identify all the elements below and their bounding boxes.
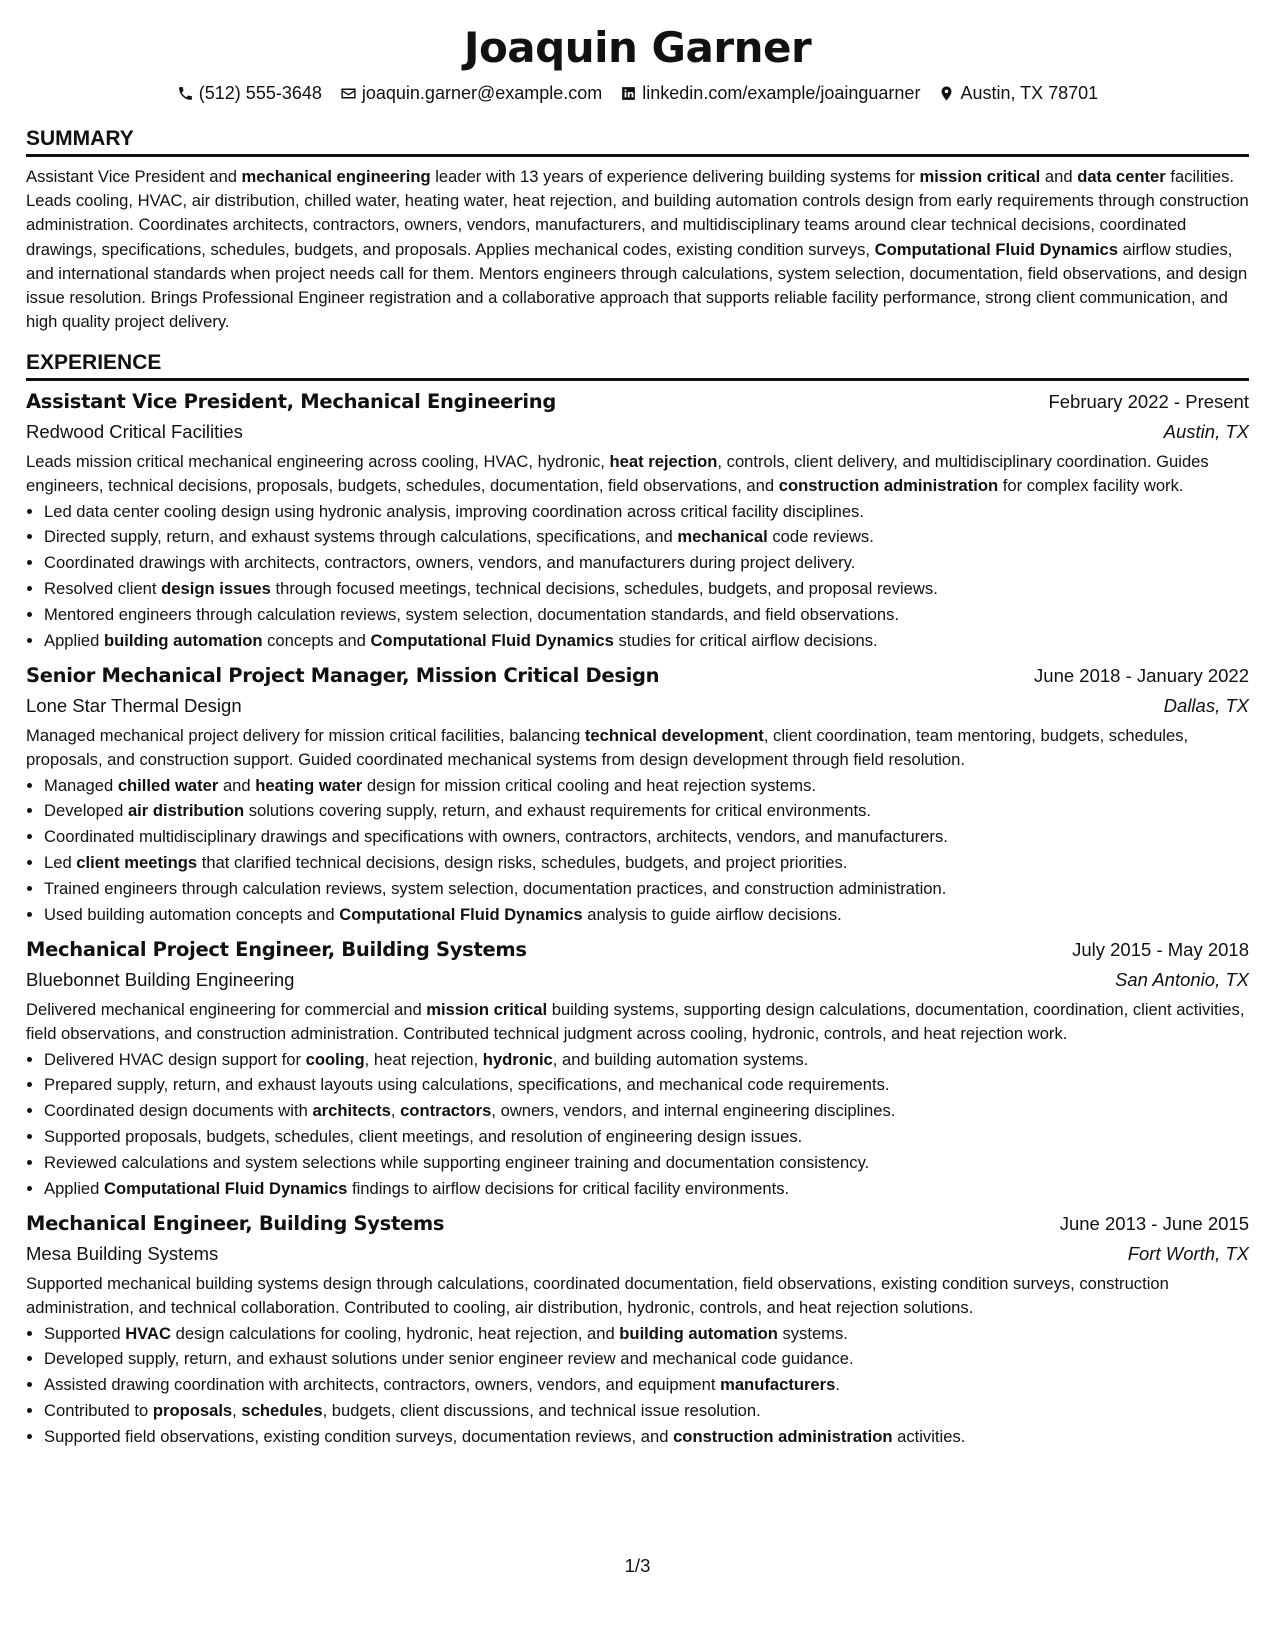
job-header-row <box>26 1209 1249 1239</box>
job-bullet: • Supported field observations, existing condition surveys, documentation reviews, and construction administration activities. <box>44 1424 1249 1450</box>
job-dates: February 2022 - Present <box>1048 391 1249 413</box>
contact-linkedin-text[interactable]: linkedin.com/example/joainguarner <box>642 83 921 103</box>
job-bullet: • Managed chilled water and heating water design for mission critical cooling and heat rejection systems. <box>44 773 1249 799</box>
job-description: Leads mission critical mechanical engineering across cooling, HVAC, hydronic, heat rejection, controls, client delivery, and multidisciplinary coordination. Guides engineers, technical decisions, proposals, budgets, schedules, documentation, field observations, and construction administration for complex facility work. <box>26 452 1209 496</box>
job-bullet: • Applied building automation concepts and Computational Fluid Dynamics studies for critical airflow decisions. <box>44 628 1249 654</box>
job-header-row <box>26 387 1249 417</box>
summary-section <box>26 126 1249 334</box>
page-number: 1/3 <box>624 1555 651 1576</box>
job-bullet: • Contributed to proposals, schedules, budgets, client discussions, and technical issue resolution. <box>44 1398 1249 1424</box>
contact-location-text: Austin, TX 78701 <box>960 83 1099 103</box>
job-title: Assistant Vice President, Mechanical Engineering <box>26 390 556 414</box>
job-entry <box>26 661 1249 927</box>
job-company: Bluebonnet Building Engineering <box>26 969 295 991</box>
job-company-row <box>26 965 1249 995</box>
phone-icon <box>177 85 194 102</box>
job-bullet: • Delivered HVAC design support for cooling, heat rejection, hydronic, and building automation systems. <box>44 1047 1249 1073</box>
candidate-name: Joaquin Garner <box>463 23 812 72</box>
linkedin-icon <box>620 85 637 102</box>
summary-heading: SUMMARY <box>26 126 1249 157</box>
job-bullets <box>26 1047 1249 1202</box>
contact-email[interactable] <box>340 80 602 106</box>
job-bullet: • Supported HVAC design calculations for cooling, hydronic, heat rejection, and building automation systems. <box>44 1321 1249 1347</box>
job-entry <box>26 387 1249 653</box>
job-company-row <box>26 1239 1249 1269</box>
job-entry <box>26 1209 1249 1449</box>
job-description: Supported mechanical building systems design through calculations, coordinated documentation, field observations, existing condition surveys, construction administration, and technical collaboration. Contributed to cooling, air distribution, hydronic, controls, and heat rejection solutions. <box>26 1274 1169 1317</box>
job-location: San Antonio, TX <box>1114 969 1249 991</box>
job-location: Fort Worth, TX <box>1127 1243 1249 1265</box>
job-bullet: • Applied Computational Fluid Dynamics findings to airflow decisions for critical facility environments. <box>44 1176 1249 1202</box>
job-bullet: • Led data center cooling design using hydronic analysis, improving coordination across critical facility disciplines. <box>44 499 1249 525</box>
job-company: Mesa Building Systems <box>26 1243 219 1265</box>
contact-phone <box>177 80 322 106</box>
job-bullet: • Mentored engineers through calculation reviews, system selection, documentation standards, and field observations. <box>44 602 1249 628</box>
job-bullet: • Developed air distribution solutions covering supply, return, and exhaust requirements for critical environments. <box>44 798 1249 824</box>
job-title: Senior Mechanical Project Manager, Mission Critical Design <box>26 664 660 688</box>
job-location: Dallas, TX <box>1163 695 1249 717</box>
job-bullet: • Resolved client design issues through focused meetings, technical decisions, schedules, budgets, and proposal reviews. <box>44 576 1249 602</box>
experience-heading: EXPERIENCE <box>26 350 1249 381</box>
job-title: Mechanical Project Engineer, Building Systems <box>26 938 527 962</box>
contact-location <box>938 80 1098 106</box>
job-description: Managed mechanical project delivery for mission critical facilities, balancing technical development, client coordination, team mentoring, budgets, schedules, proposals, and construction support. Guided coordinated mechanical systems from design development through field resolution. <box>26 726 1189 769</box>
job-list <box>26 387 1249 1449</box>
job-dates: July 2015 - May 2018 <box>1072 939 1249 961</box>
job-dates: June 2018 - January 2022 <box>1034 665 1249 687</box>
job-company: Lone Star Thermal Design <box>26 695 242 717</box>
job-company-row <box>26 417 1249 447</box>
job-bullets <box>26 1321 1249 1450</box>
job-bullet: • Prepared supply, return, and exhaust layouts using calculations, specifications, and mechanical code requirements. <box>44 1072 1249 1098</box>
job-bullet: • Trained engineers through calculation reviews, system selection, documentation practices, and construction administration. <box>44 876 1249 902</box>
job-bullet: • Coordinated multidisciplinary drawings and specifications with owners, contractors, architects, vendors, and manufacturers. <box>44 824 1249 850</box>
job-bullet: • Developed supply, return, and exhaust solutions under senior engineer review and mechanical code guidance. <box>44 1346 1249 1372</box>
contact-email-text[interactable]: joaquin.garner@example.com <box>361 83 603 103</box>
job-bullet: • Supported proposals, budgets, schedules, client meetings, and resolution of engineering design issues. <box>44 1124 1249 1150</box>
job-description: Delivered mechanical engineering for commercial and mission critical building systems, supporting design calculations, documentation, coordination, client activities, field observations, and construction administration. Contributed technical judgment across cooling, hydronic, controls, and heat rejection work. <box>26 1000 1245 1043</box>
job-bullets <box>26 499 1249 654</box>
job-bullet: • Directed supply, return, and exhaust systems through calculations, specifications, and mechanical code reviews. <box>44 524 1249 550</box>
contact-bar <box>26 80 1249 106</box>
contact-linkedin[interactable] <box>620 80 920 106</box>
job-bullet: • Reviewed calculations and system selections while supporting engineer training and documentation consistency. <box>44 1150 1249 1176</box>
job-company: Redwood Critical Facilities <box>26 421 243 443</box>
email-icon <box>340 85 357 102</box>
resume-page <box>26 20 1249 1450</box>
job-dates: June 2013 - June 2015 <box>1059 1213 1249 1235</box>
job-bullet: • Led client meetings that clarified technical decisions, design risks, schedules, budgets, and project priorities. <box>44 850 1249 876</box>
job-bullets <box>26 773 1249 928</box>
job-bullet: • Coordinated drawings with architects, contractors, owners, vendors, and manufacturers during project delivery. <box>44 550 1249 576</box>
job-header-row <box>26 935 1249 965</box>
job-title: Mechanical Engineer, Building Systems <box>26 1212 445 1236</box>
job-location: Austin, TX <box>1163 421 1249 443</box>
job-company-row <box>26 691 1249 721</box>
summary-text: Assistant Vice President and mechanical engineering leader with 13 years of experience delivering building systems for mission critical and data center facilities. Leads cooling, HVAC, air distribution, chilled water, heating water, heat rejection, and building automation controls design from early requirements through construction administration. Coordinates architects, contractors, owners, vendors, manufacturers, and multidisciplinary teams around clear technical decisions, coordinated drawings, specifications, schedules, budgets, and proposals. Applies mechanical codes, existing condition surveys, Computational Fluid Dynamics airflow studies, and international standards when project needs call for them. Mentors engineers through calculations, system selection, documentation, field observations, and design issue resolution. Brings Professional Engineer registration and a collaborative approach that supports reliable facility performance, strong client communication, and high quality project delivery. <box>26 167 1249 332</box>
location-pin-icon <box>938 85 955 102</box>
job-bullet: • Coordinated design documents with architects, contractors, owners, vendors, and internal engineering disciplines. <box>44 1098 1249 1124</box>
experience-section <box>26 350 1249 1449</box>
job-bullet: • Assisted drawing coordination with architects, contractors, owners, vendors, and equipment manufacturers. <box>44 1372 1249 1398</box>
job-bullet: • Used building automation concepts and Computational Fluid Dynamics analysis to guide airflow decisions. <box>44 902 1249 928</box>
job-header-row <box>26 661 1249 691</box>
contact-phone-text: (512) 555-3648 <box>198 83 322 103</box>
job-entry <box>26 935 1249 1201</box>
